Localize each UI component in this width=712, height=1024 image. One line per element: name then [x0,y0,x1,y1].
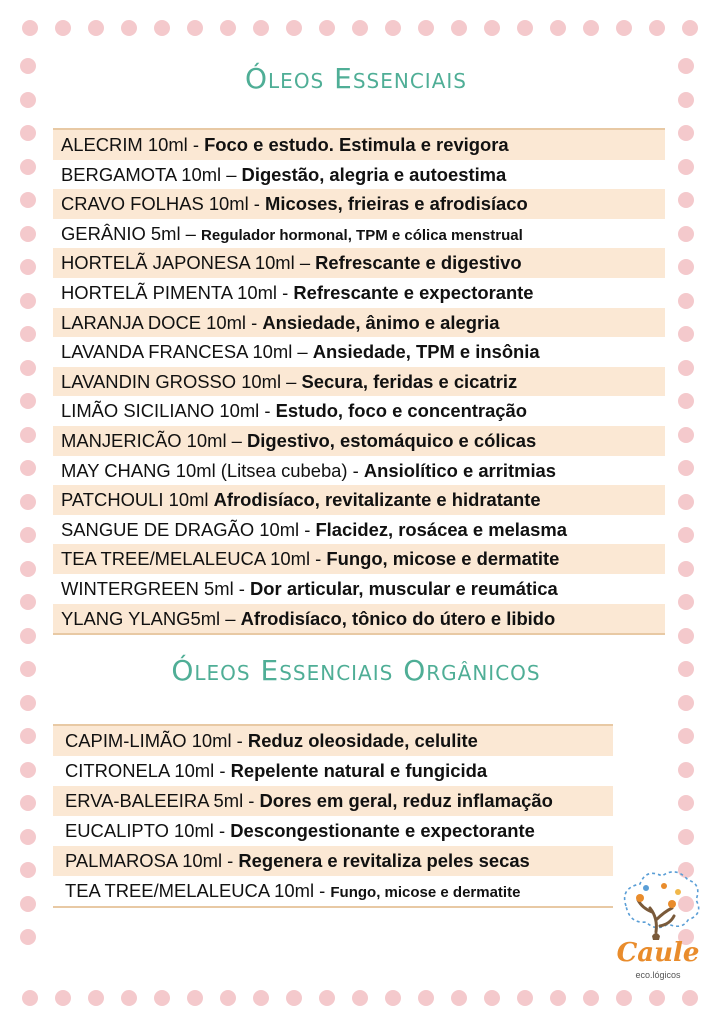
border-dot [20,460,36,476]
border-dot [55,990,71,1006]
oil-name: MAY CHANG 10ml (Litsea cubeba) - [61,459,364,481]
border-dot [678,293,694,309]
oil-name: TEA TREE/MELALEUCA 10ml - [65,880,331,901]
border-dot [583,990,599,1006]
border-dot [678,795,694,811]
border-dot [20,728,36,744]
border-dot [20,427,36,443]
oil-row [53,248,665,278]
border-dot [678,259,694,275]
border-dot [678,594,694,610]
border-dot [220,990,236,1006]
oil-row [53,485,665,515]
oil-row [53,219,665,249]
border-dot [20,326,36,342]
border-dot [319,990,335,1006]
border-dot [20,695,36,711]
oil-row [53,189,665,219]
border-dot [22,20,38,36]
border-dot [418,990,434,1006]
oil-row [53,308,665,338]
border-dot [682,990,698,1006]
border-dot [678,494,694,510]
oil-benefit: Estudo, foco e concentração [275,400,527,422]
border-dot [678,125,694,141]
border-dot [20,159,36,175]
oil-row [53,726,613,756]
border-dot [678,192,694,208]
oil-row [53,456,665,486]
border-dot [88,20,104,36]
border-dot [649,990,665,1006]
border-dot [352,20,368,36]
brand-wordmark: Caule [616,938,700,968]
oil-benefit: Ansiedade, ânimo e alegria [262,311,500,333]
border-dot [154,990,170,1006]
oil-name: ALECRIM 10ml - [61,134,205,155]
border-dot [550,20,566,36]
border-dot [678,762,694,778]
oil-name: PALMAROSA 10ml - [65,850,239,871]
border-dot [678,326,694,342]
border-dot [20,929,36,945]
oil-row [53,786,613,816]
oil-row [53,846,613,876]
oil-name: LIMÃO SICILIANO 10ml - [61,400,276,422]
oil-benefit: Reduz oleosidade, celulite [247,730,478,751]
brand-tagline: eco.lógicos [635,970,681,980]
oil-name: ERVA-BALEEIRA 5ml - [65,790,260,811]
oil-benefit: Micoses, frieiras e afrodisíaco [265,193,528,215]
border-dot [88,990,104,1006]
oil-row [53,816,613,846]
border-dot [20,259,36,275]
oil-name: MANJERICÃO 10ml – [61,429,247,451]
oil-row [53,876,613,906]
border-dot [678,561,694,577]
border-dot [220,20,236,36]
border-dot [678,159,694,175]
oil-name: HORTELÃ JAPONESA 10ml – [61,252,316,274]
border-dot [20,226,36,242]
oil-name: GERÂNIO 5ml – [61,222,202,244]
border-dot [20,293,36,309]
border-dot [616,990,632,1006]
oil-benefit: Secura, feridas e cicatriz [301,370,518,392]
border-dot [253,20,269,36]
border-dot [20,628,36,644]
border-dot [484,990,500,1006]
oil-benefit: Refrescante e digestivo [315,252,522,274]
oil-benefit: Afrodisíaco, revitalizante e hidratante [213,489,541,511]
oil-name: CRAVO FOLHAS 10ml - [61,193,266,215]
border-dot [616,20,632,36]
border-dot [385,990,401,1006]
border-dot [154,20,170,36]
oil-benefit: Descongestionante e expectorante [230,820,535,841]
oil-row [53,515,665,545]
border-dot [550,990,566,1006]
border-dot [517,990,533,1006]
organic-oils-list [53,724,613,908]
oil-benefit: Dores em geral, reduz inflamação [259,790,553,811]
oil-name: CITRONELA 10ml - [65,760,231,781]
oil-name: EUCALIPTO 10ml - [65,820,231,841]
border-dot [20,561,36,577]
border-dot [20,762,36,778]
border-dot [121,20,137,36]
oil-name: PATCHOULI 10ml [61,489,214,511]
oil-benefit: Regenera e revitaliza peles secas [238,850,530,871]
border-dot [678,527,694,543]
oil-name: BERGAMOTA 10ml – [61,163,242,185]
section-title-organic-oils: Óleos Essenciais Orgânicos [171,654,541,687]
border-dot [678,628,694,644]
border-dot [678,393,694,409]
oil-benefit: Digestão, alegria e autoestima [241,163,507,185]
oil-row [53,604,665,634]
border-dot [20,494,36,510]
tree-logo-icon [616,870,702,986]
oil-name: WINTERGREEN 5ml - [61,577,251,599]
oil-name: YLANG YLANG5ml – [61,607,241,629]
border-dot [583,20,599,36]
border-dot [20,192,36,208]
oil-row [53,130,665,160]
section-title-essential-oils: Óleos Essenciais [245,62,467,95]
border-dot [678,829,694,845]
oil-benefit: Regulador hormonal, TPM e cólica menstrual [201,226,523,244]
oil-name: SANGUE DE DRAGÃO 10ml - [61,518,316,540]
border-dot [517,20,533,36]
oil-benefit: Dor articular, muscular e reumática [250,577,558,599]
border-dot [286,20,302,36]
border-dot [649,20,665,36]
oil-benefit: Fungo, micose e dermatite [326,548,560,570]
oil-row [53,337,665,367]
border-dot [484,20,500,36]
border-dot [121,990,137,1006]
border-dot [678,226,694,242]
oil-name: HORTELÃ PIMENTA 10ml - [61,281,294,303]
border-dot [22,990,38,1006]
oil-row [53,574,665,604]
oil-benefit: Foco e estudo. Estimula e revigora [204,134,509,155]
oil-benefit: Ansiolítico e arritmias [363,459,557,481]
oil-row [53,396,665,426]
border-dot [253,990,269,1006]
border-dot [20,829,36,845]
border-dot [678,460,694,476]
oil-benefit: Repelente natural e fungicida [230,760,488,781]
border-dot [187,20,203,36]
border-dot [682,20,698,36]
oil-row [53,367,665,397]
border-dot [20,360,36,376]
border-dot [20,896,36,912]
oil-name: LAVANDIN GROSSO 10ml – [61,370,302,392]
oil-row [53,544,665,574]
oil-benefit: Afrodisíaco, tônico do útero e libido [240,607,556,629]
oil-row [53,756,613,786]
border-dot [678,360,694,376]
border-dot [385,20,401,36]
oil-name: LARANJA DOCE 10ml - [61,311,263,333]
oil-name: LAVANDA FRANCESA 10ml – [61,341,313,363]
essential-oils-list [53,128,665,635]
border-dot [20,393,36,409]
oil-benefit: Refrescante e expectorante [293,281,534,303]
border-dot [319,20,335,36]
border-dot [20,795,36,811]
oil-name: TEA TREE/MELALEUCA 10ml - [61,548,327,570]
border-dot [55,20,71,36]
border-dot [352,990,368,1006]
border-dot [20,527,36,543]
border-dot [678,427,694,443]
oil-benefit: Fungo, micose e dermatite [330,884,521,901]
oil-benefit: Ansiedade, TPM e insônia [312,341,540,363]
border-dot [20,125,36,141]
border-dot [286,990,302,1006]
border-dot [451,990,467,1006]
oil-benefit: Digestivo, estomáquico e cólicas [247,429,537,451]
border-dot [678,728,694,744]
oil-row [53,426,665,456]
border-dot [451,20,467,36]
oil-row [53,160,665,190]
border-dot [20,862,36,878]
border-dot [418,20,434,36]
border-dot [187,990,203,1006]
border-dot [20,594,36,610]
border-dot [678,695,694,711]
oil-row [53,278,665,308]
oil-benefit: Flacidez, rosácea e melasma [315,518,567,540]
oil-name: CAPIM-LIMÃO 10ml - [65,730,248,751]
